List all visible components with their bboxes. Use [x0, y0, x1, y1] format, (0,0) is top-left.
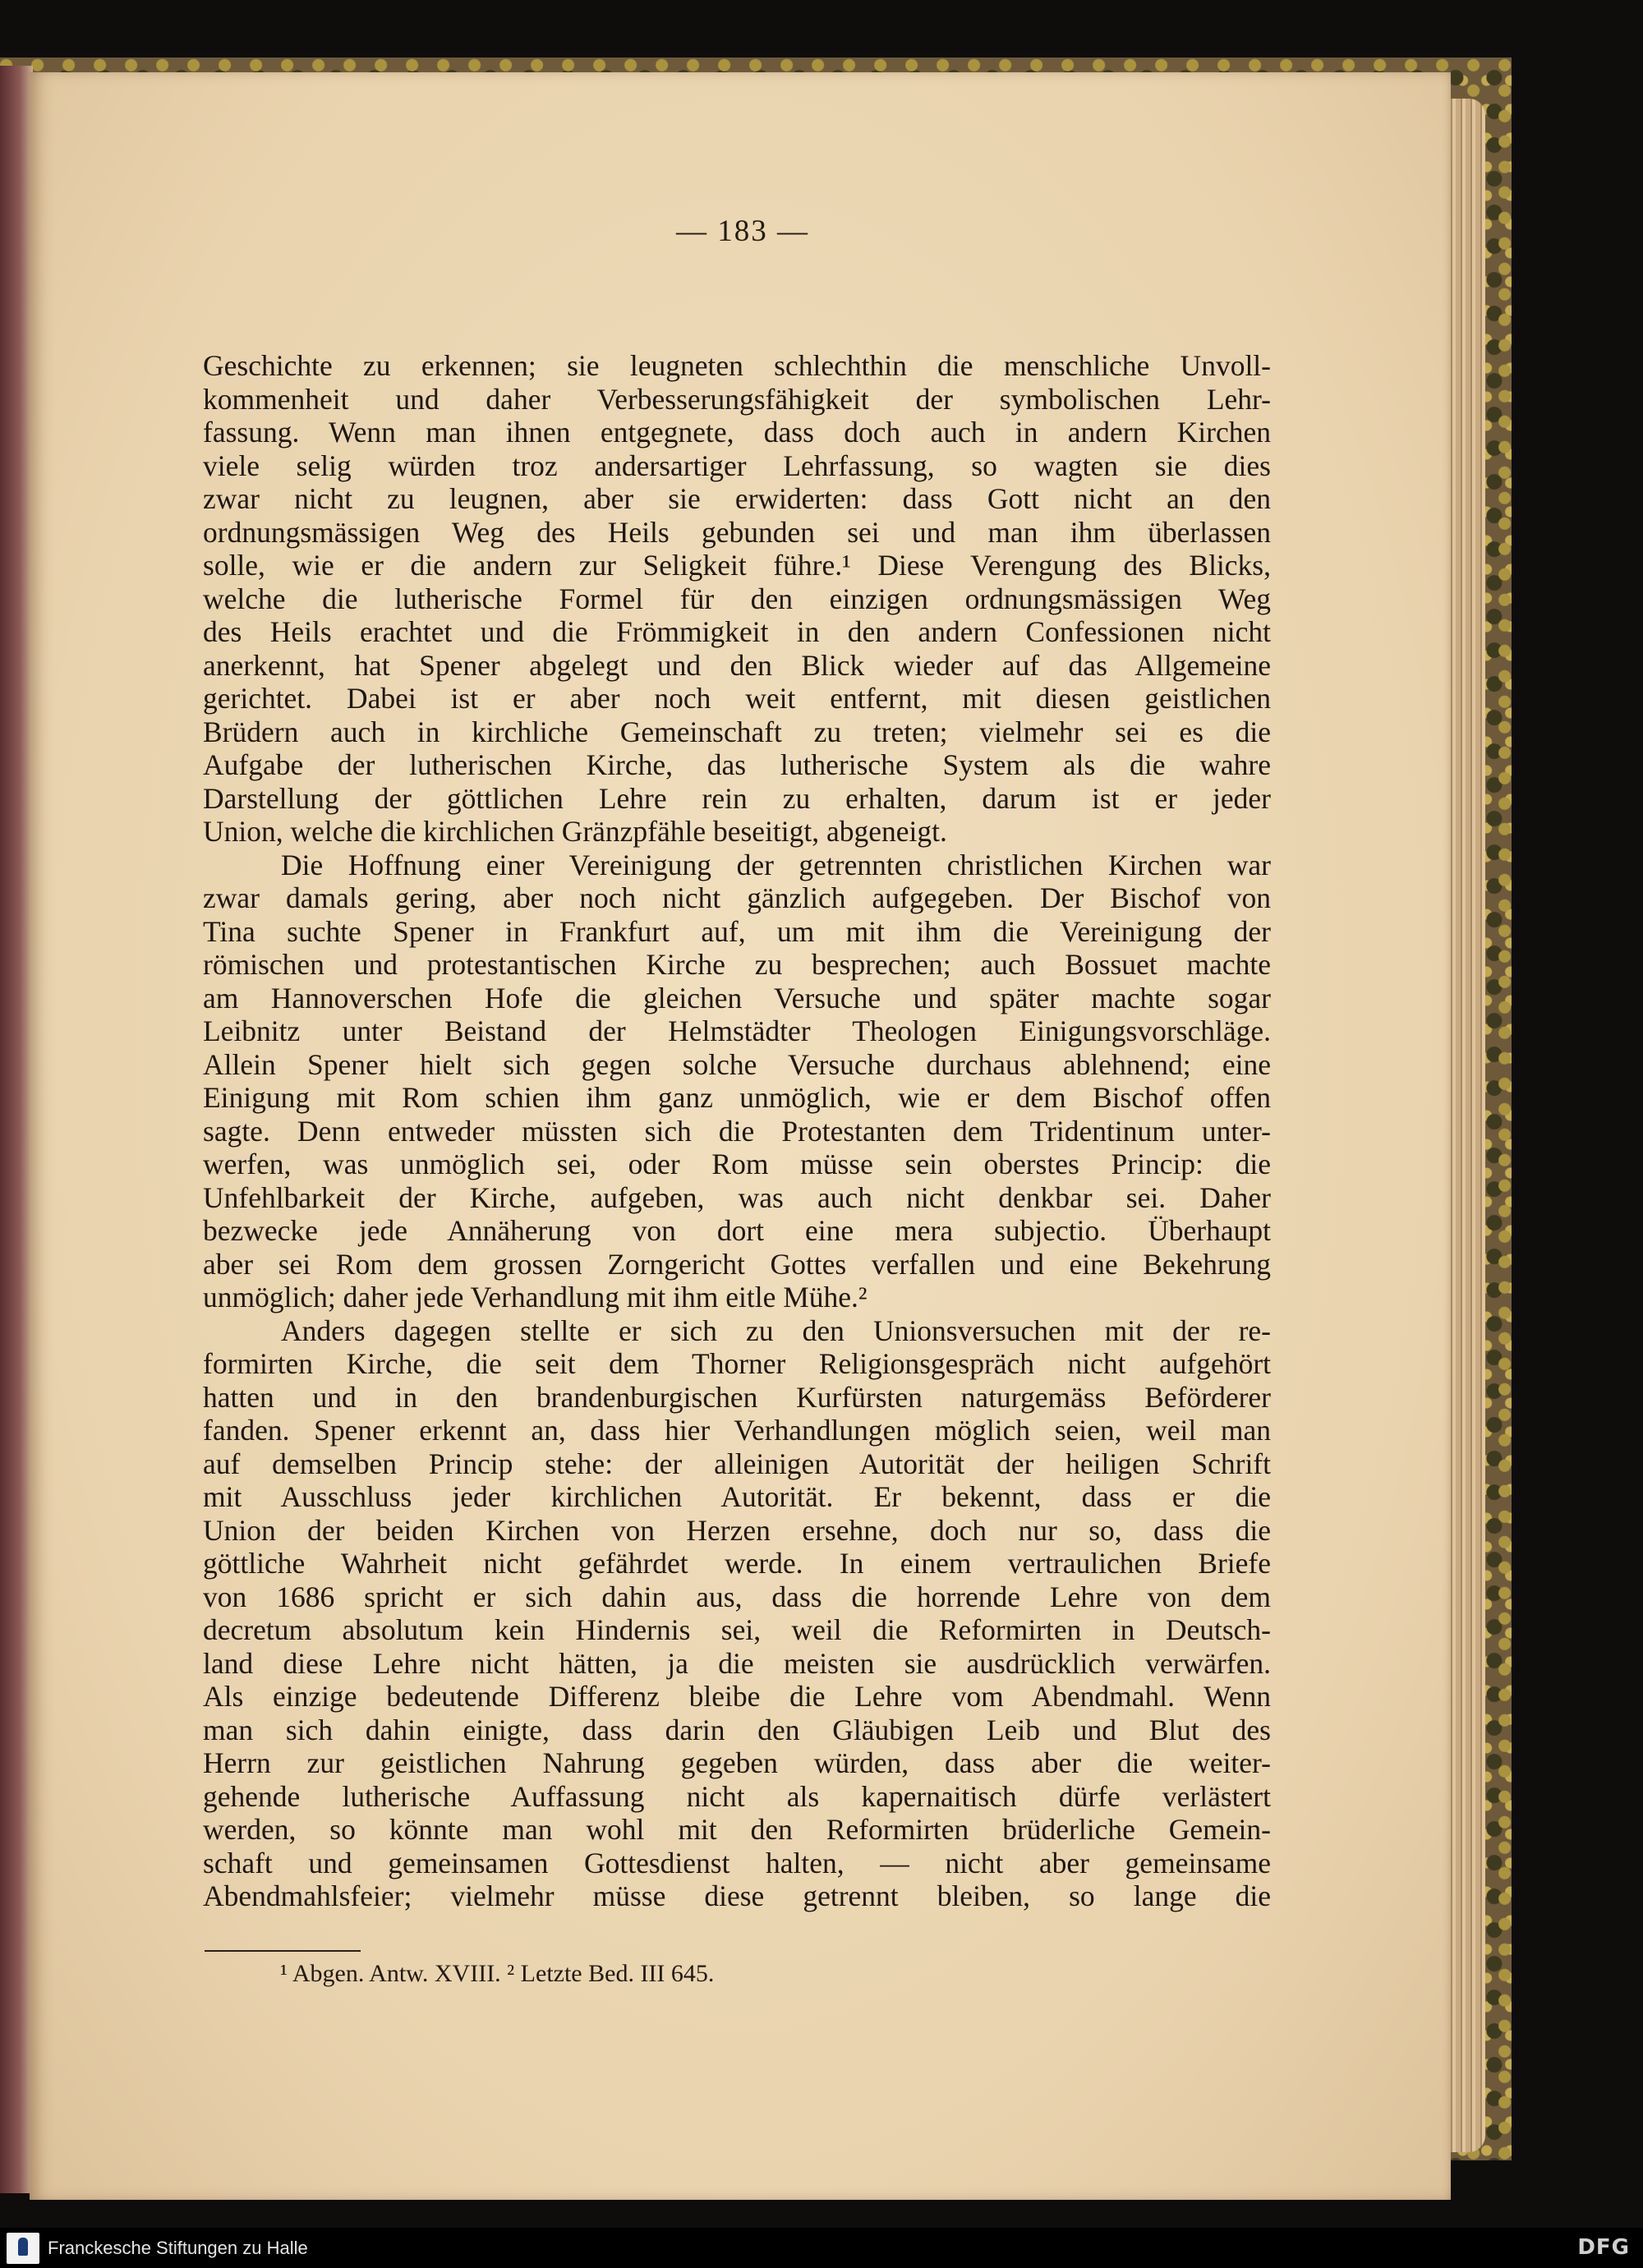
text-line: von 1686 spricht er sich dahin aus, dass die horrende Lehre von dem	[203, 1580, 1271, 1613]
book-page	[30, 72, 1451, 2200]
text-line: zwar damals gering, aber noch nicht gänzlich aufgegeben. Der Bischof von	[203, 881, 1271, 914]
text-line: Leibnitz unter Beistand der Helmstädter Theologen Einigungsvorschläge.	[203, 1014, 1271, 1047]
text-line: Darstellung der göttlichen Lehre rein zu erhalten, darum ist er jeder	[203, 781, 1271, 815]
text-line: römischen und protestantischen Kirche zu besprechen; auch Bossuet machte	[203, 948, 1271, 981]
text-line: Abendmahlsfeier; vielmehr müsse diese getrennt bleiben, so lange die	[203, 1879, 1271, 1912]
text-line: formirten Kirche, die seit dem Thorner Religionsgespräch nicht aufgehört	[203, 1347, 1271, 1380]
book-spine	[0, 66, 33, 2193]
footnote: ¹ Abgen. Antw. XVIII. ² Letzte Bed. III 645.	[280, 1960, 715, 1987]
text-line: Als einzige bedeutende Differenz bleibe die Lehre vom Abendmahl. Wenn	[203, 1680, 1271, 1713]
text-line: Geschichte zu erkennen; sie leugneten schlechthin die menschliche Unvoll-	[203, 349, 1271, 382]
text-line: Union der beiden Kirchen von Herzen ersehne, doch nur so, dass die	[203, 1513, 1271, 1547]
text-line: Herrn zur geistlichen Nahrung gegeben würden, dass aber die weiter-	[203, 1746, 1271, 1779]
page-number: — 183 —	[676, 214, 809, 248]
text-line: Union, welche die kirchlichen Gränzpfähle beseitigt, abgeneigt.	[203, 815, 947, 848]
text-line: Einigung mit Rom schien ihm ganz unmöglich, wie er dem Bischof offen	[203, 1081, 1271, 1114]
dfg-logo: DFG	[1577, 2235, 1630, 2260]
text-line: solle, wie er die andern zur Seligkeit führe.¹ Diese Verengung des Blicks,	[203, 549, 1271, 582]
footnote-rule	[205, 1950, 361, 1952]
text-line: ordnungsmässigen Weg des Heils gebunden sei und man ihm überlassen	[203, 515, 1271, 549]
text-line: viele selig würden troz andersartiger Lehrfassung, so wagten sie dies	[203, 449, 1271, 482]
text-line: Brüdern auch in kirchliche Gemeinschaft zu treten; vielmehr sei es die	[203, 715, 1271, 748]
text-line: Tina suchte Spener in Frankfurt auf, um mit ihm die Vereinigung der	[203, 914, 1271, 948]
text-line: am Hannoverschen Hofe die gleichen Versuche und später machte sogar	[203, 981, 1271, 1014]
body-text	[203, 349, 1271, 1913]
text-line: sagte. Denn entweder müssten sich die Protestanten dem Tridentinum unter-	[203, 1114, 1271, 1148]
text-line: schaft und gemeinsamen Gottesdienst halten, — nicht aber gemeinsame	[203, 1846, 1271, 1879]
viewer-footer	[0, 2228, 1643, 2268]
text-line: zwar nicht zu leugnen, aber sie erwiderten: dass Gott nicht an den	[203, 482, 1271, 515]
text-line: gehende lutherische Auffassung nicht als kapernaitisch dürfe verlästert	[203, 1779, 1271, 1813]
text-line: Unfehlbarkeit der Kirche, aufgeben, was auch nicht denkbar sei. Daher	[203, 1180, 1271, 1214]
text-line: man sich dahin einigte, dass darin den Gläubigen Leib und Blut des	[203, 1713, 1271, 1746]
text-line: werfen, was unmöglich sei, oder Rom müsse sein oberstes Princip: die	[203, 1148, 1271, 1180]
text-line: bezwecke jede Annäherung von dort eine mera subjectio. Überhaupt	[203, 1214, 1271, 1247]
text-line: hatten und in den brandenburgischen Kurfürsten naturgemäss Beförderer	[203, 1380, 1271, 1414]
text-line: aber sei Rom dem grossen Zorngericht Gottes verfallen und eine Bekehrung	[203, 1247, 1271, 1281]
text-line: mit Ausschluss jeder kirchlichen Autorität. Er bekennt, dass er die	[203, 1480, 1271, 1513]
text-line: fanden. Spener erkennt an, dass hier Verhandlungen möglich seien, weil man	[203, 1414, 1271, 1447]
institution-name: Franckesche Stiftungen zu Halle	[48, 2238, 308, 2258]
text-line: werden, so könnte man wohl mit den Reformirten brüderliche Gemein-	[203, 1813, 1271, 1846]
text-line: Aufgabe der lutherischen Kirche, das lutherische System als die wahre	[203, 748, 1271, 781]
text-line: kommenheit und daher Verbesserungsfähigkeit der symbolischen Lehr-	[203, 382, 1271, 416]
text-line: welche die lutherische Formel für den einzigen ordnungsmässigen Weg	[203, 582, 1271, 615]
text-line: Allein Spener hielt sich gegen solche Versuche durchaus ablehnend; eine	[203, 1047, 1271, 1081]
institution-logo-icon	[7, 2233, 39, 2264]
text-line: decretum absolutum kein Hindernis sei, weil die Reformirten in Deutsch-	[203, 1613, 1271, 1646]
text-line: gerichtet. Dabei ist er aber noch weit entfernt, mit diesen geistlichen	[203, 682, 1271, 715]
text-line: Anders dagegen stellte er sich zu den Unionsversuchen mit der re-	[281, 1313, 1271, 1347]
text-line: anerkennt, hat Spener abgelegt und den Blick wieder auf das Allgemeine	[203, 648, 1271, 682]
text-line: Die Hoffnung einer Vereinigung der getrennten christlichen Kirchen war	[281, 848, 1271, 881]
text-line: unmöglich; daher jede Verhandlung mit ihm eitle Mühe.²	[203, 1281, 868, 1313]
text-line: fassung. Wenn man ihnen entgegnete, dass doch auch in andern Kirchen	[203, 416, 1271, 449]
text-line: des Heils erachtet und die Frömmigkeit in den andern Confessionen nicht	[203, 615, 1271, 648]
text-line: auf demselben Princip stehe: der alleinigen Autorität der heiligen Schrift	[203, 1447, 1271, 1480]
text-line: land diese Lehre nicht hätten, ja die meisten sie ausdrücklich verwärfen.	[203, 1646, 1271, 1680]
text-line: göttliche Wahrheit nicht gefährdet werde. In einem vertraulichen Briefe	[203, 1547, 1271, 1580]
